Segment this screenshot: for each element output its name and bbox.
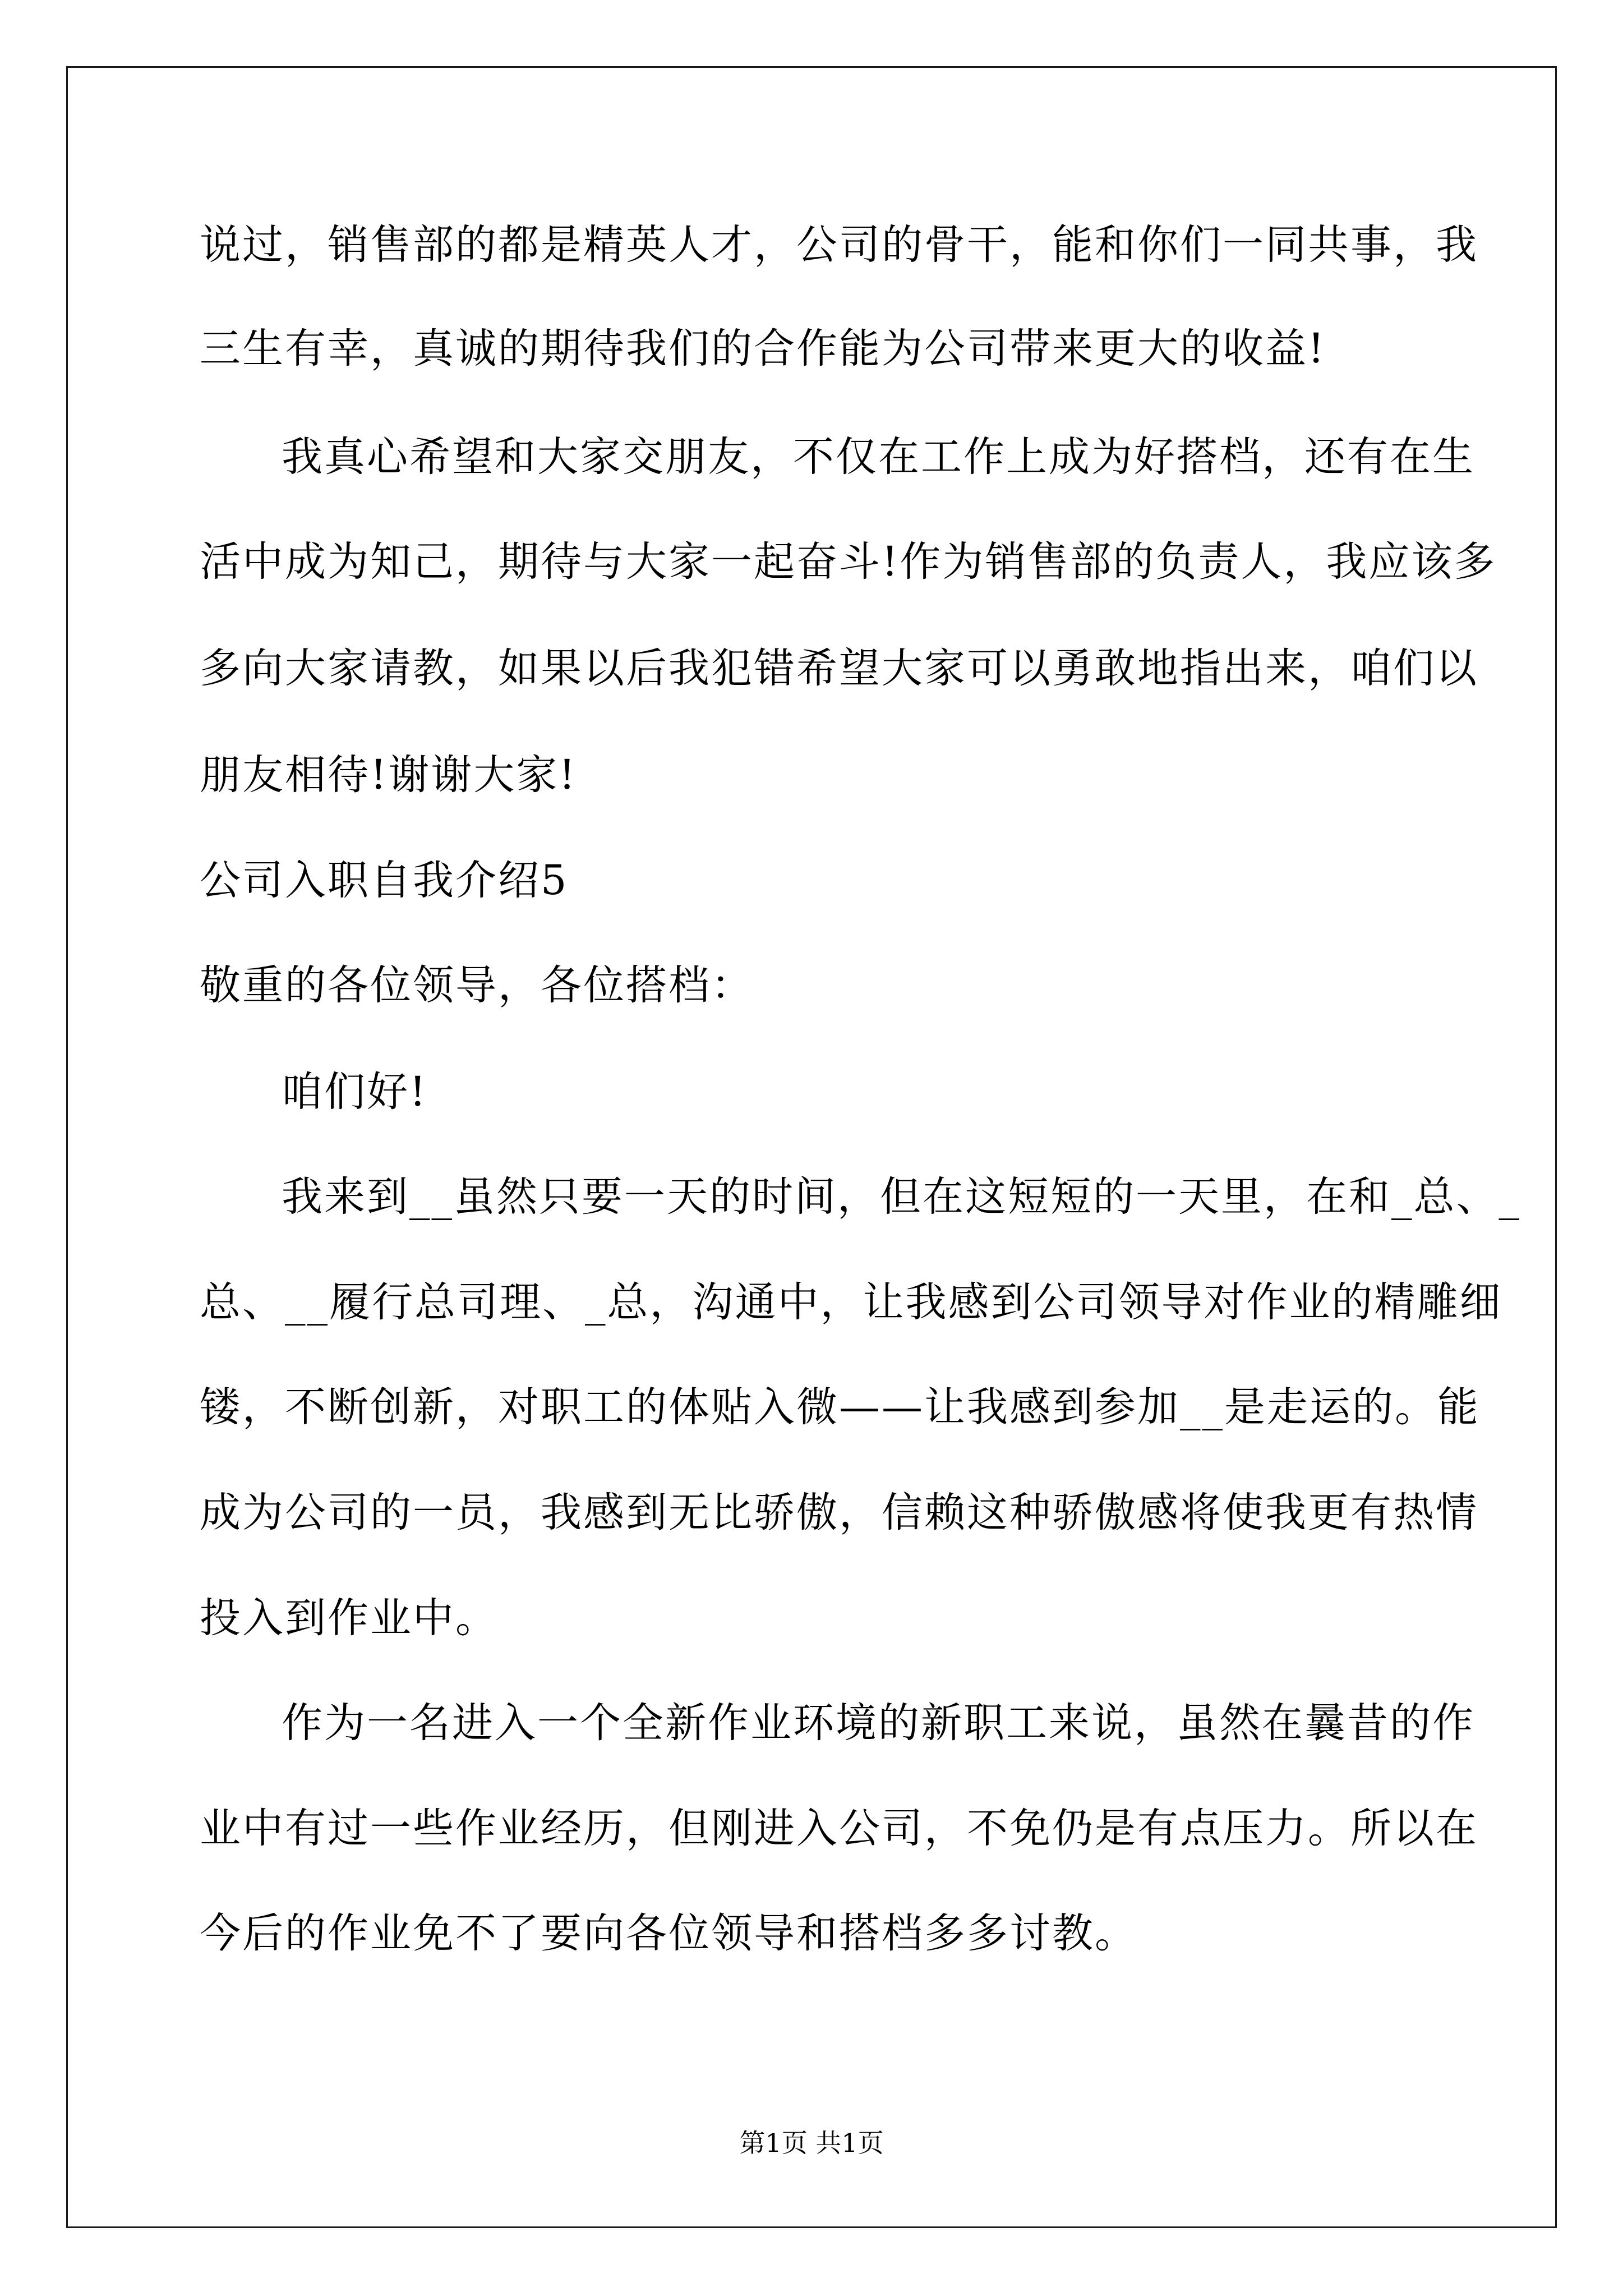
paragraph-start-line: 我真心希望和大家交朋友，不仅在工作上成为好搭档，还有在生 <box>282 433 1475 481</box>
text-line: 镂，不断创新，对职工的体贴入微——让我感到参加__是走运的。能 <box>200 1383 1480 1431</box>
page-number-footer: 第1页 共1页 <box>739 2128 884 2158</box>
paragraph-start-line: 我来到__虽然只要一天的时间，但在这短短的一天里，在和_总、_ <box>282 1173 1521 1221</box>
text-line: 今后的作业免不了要向各位领导和搭档多多讨教。 <box>200 1910 1137 1957</box>
text-line: 三生有幸，真诚的期待我们的合作能为公司带来更大的收益! <box>200 325 1326 372</box>
text-line: 业中有过一些作业经历，但刚进入公司，不免仍是有点压力。所以在 <box>200 1805 1478 1852</box>
text-line: 投入到作业中。 <box>200 1594 498 1642</box>
text-line: 多向大家请教，如果以后我犯错希望大家可以勇敢地指出来，咱们以 <box>200 645 1478 692</box>
text-line: 成为公司的一员，我感到无比骄傲，信赖这种骄傲感将使我更有热情 <box>200 1489 1478 1536</box>
text-line: 活中成为知己，期待与大家一起奋斗!作为销售部的负责人，我应该多 <box>200 538 1497 586</box>
section-heading: 公司入职自我介绍5 <box>200 857 569 904</box>
salutation: 敬重的各位领导，各位搭档： <box>200 961 754 1009</box>
page-border <box>66 66 1557 2228</box>
text-line: 说过，销售部的都是精英人才，公司的骨干，能和你们一同共事，我 <box>200 221 1478 269</box>
text-line: 朋友相待!谢谢大家! <box>200 751 577 799</box>
paragraph-start-line: 作为一名进入一个全新作业环境的新职工来说，虽然在曩昔的作 <box>282 1699 1475 1747</box>
greeting: 咱们好! <box>282 1068 428 1116</box>
text-line: 总、__履行总司理、_总，沟通中，让我感到公司领导对作业的精雕细 <box>200 1278 1502 1326</box>
